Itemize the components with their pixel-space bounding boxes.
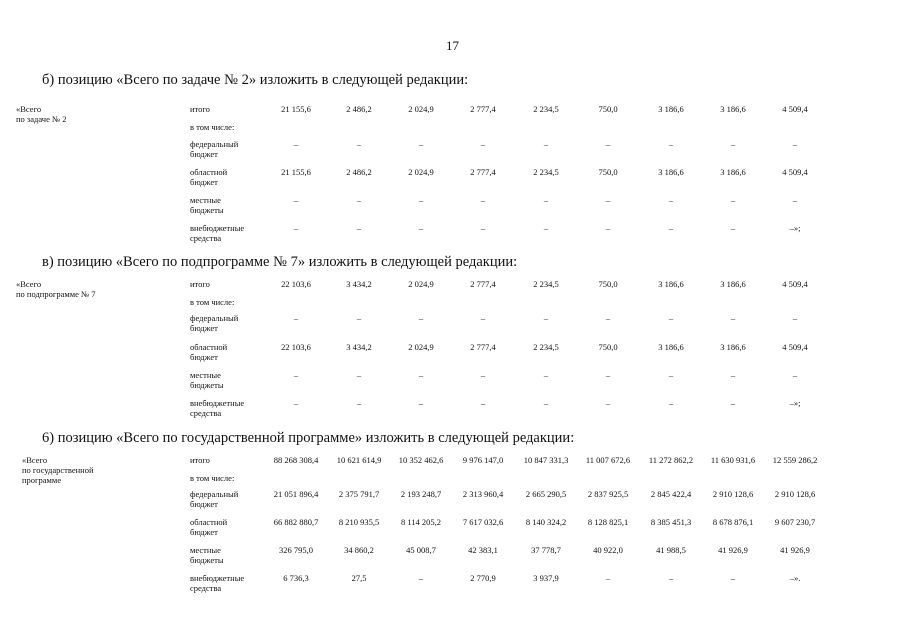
table-cell: 2 193 248,7 bbox=[400, 489, 442, 499]
position-name bbox=[16, 279, 96, 299]
table-cell: 40 922,0 bbox=[593, 545, 623, 555]
table-cell: 21 051 896,4 bbox=[273, 489, 319, 499]
section-heading: в) позицию «Всего по подпрограмме № 7» изложить в следующей редакции: bbox=[42, 254, 518, 270]
table-cell: – bbox=[356, 370, 362, 380]
table-cell: 4 509,4 bbox=[782, 279, 808, 289]
table-cell: – bbox=[418, 573, 424, 583]
table-cell: 4 509,4 bbox=[782, 167, 808, 177]
table-cell: – bbox=[792, 370, 798, 380]
row-label-line: в том числе: bbox=[190, 297, 235, 307]
row-label bbox=[190, 279, 210, 289]
section-heading: б) позицию «Всего по задаче № 2» изложить в следующей редакции: bbox=[42, 72, 469, 88]
table-cell: – bbox=[668, 370, 674, 380]
table-cell: – bbox=[730, 398, 736, 408]
table-cell: 8 210 935,5 bbox=[338, 517, 380, 527]
table-cell: – bbox=[356, 398, 362, 408]
table-cell: 2 024,9 bbox=[408, 167, 434, 177]
row-label-line: средства bbox=[190, 583, 222, 593]
table-cell: –»; bbox=[789, 223, 801, 233]
table-cell: 3 434,2 bbox=[346, 279, 372, 289]
table-cell: 66 882 880,7 bbox=[273, 517, 319, 527]
table-cell: 2 234,5 bbox=[533, 342, 559, 352]
table-cell: – bbox=[792, 195, 798, 205]
table-cell: 6 736,3 bbox=[283, 573, 309, 583]
table-cell: 41 926,9 bbox=[780, 545, 810, 555]
position-name bbox=[16, 104, 66, 124]
table-cell: – bbox=[605, 398, 611, 408]
table-cell: – bbox=[356, 313, 362, 323]
table-cell: – bbox=[543, 370, 549, 380]
row-label bbox=[190, 195, 224, 215]
table-cell: – bbox=[668, 139, 674, 149]
row-label bbox=[190, 122, 234, 132]
position-name-line: «Всего bbox=[22, 455, 48, 465]
row-label-line: федеральный bbox=[190, 489, 239, 499]
table-cell: 2 486,2 bbox=[346, 104, 372, 114]
table-cell: 2 234,5 bbox=[533, 167, 559, 177]
table-cell: 45 008,7 bbox=[406, 545, 436, 555]
table-cell: – bbox=[356, 223, 362, 233]
table-cell: –». bbox=[789, 573, 801, 583]
position-name-line: по подпрограмме № 7 bbox=[16, 289, 96, 299]
table-cell: 3 434,2 bbox=[346, 342, 372, 352]
row-label-line: бюджет bbox=[190, 499, 218, 509]
table-cell: 11 007 672,6 bbox=[585, 455, 631, 465]
row-label bbox=[190, 489, 238, 509]
row-label bbox=[190, 167, 227, 187]
row-label-line: местные bbox=[190, 370, 221, 380]
row-label bbox=[190, 517, 227, 537]
table-cell: – bbox=[418, 398, 424, 408]
row-label-line: внебюджетные bbox=[190, 573, 245, 583]
row-label-line: бюджет bbox=[190, 149, 218, 159]
table-cell: 2 024,9 bbox=[408, 342, 434, 352]
table-cell: 27,5 bbox=[351, 573, 367, 583]
table-cell: 41 926,9 bbox=[718, 545, 748, 555]
table-cell: – bbox=[730, 139, 736, 149]
table-cell: – bbox=[418, 313, 424, 323]
row-label-line: итого bbox=[190, 104, 210, 114]
table-cell: 2 024,9 bbox=[408, 279, 434, 289]
table-cell: – bbox=[668, 223, 674, 233]
table-cell: – bbox=[668, 195, 674, 205]
table-cell: – bbox=[293, 139, 299, 149]
row-label-line: внебюджетные bbox=[190, 398, 245, 408]
table-cell: 2 910 128,6 bbox=[712, 489, 754, 499]
row-label bbox=[190, 573, 244, 593]
table-cell: 41 988,5 bbox=[656, 545, 686, 555]
row-label-line: бюджет bbox=[190, 177, 218, 187]
table-cell: 2 837 925,5 bbox=[587, 489, 629, 499]
row-label-line: итого bbox=[190, 279, 210, 289]
row-label-line: в том числе: bbox=[190, 473, 235, 483]
table-cell: 3 186,6 bbox=[720, 104, 746, 114]
table-cell: – bbox=[293, 313, 299, 323]
table-cell: 12 559 286,2 bbox=[772, 455, 818, 465]
table-cell: – bbox=[543, 195, 549, 205]
row-label-line: областной bbox=[190, 342, 228, 352]
table-cell: – bbox=[543, 313, 549, 323]
table-cell: 42 383,1 bbox=[468, 545, 498, 555]
row-label-line: местные bbox=[190, 545, 221, 555]
table-cell: – bbox=[480, 195, 486, 205]
table-cell: 3 186,6 bbox=[720, 279, 746, 289]
table-cell: 2 486,2 bbox=[346, 167, 372, 177]
row-label-line: бюджет bbox=[190, 527, 218, 537]
row-label bbox=[190, 223, 244, 243]
row-label-line: бюджеты bbox=[190, 205, 224, 215]
table-cell: – bbox=[293, 370, 299, 380]
row-label-line: бюджеты bbox=[190, 555, 224, 565]
table-cell: – bbox=[730, 573, 736, 583]
row-label-line: бюджеты bbox=[190, 380, 224, 390]
row-label-line: средства bbox=[190, 233, 222, 243]
table-cell: 3 937,9 bbox=[533, 573, 559, 583]
table-cell: – bbox=[543, 398, 549, 408]
row-label-line: областной bbox=[190, 167, 228, 177]
table-cell: 8 140 324,2 bbox=[525, 517, 567, 527]
table-cell: 3 186,6 bbox=[720, 342, 746, 352]
table-cell: 750,0 bbox=[598, 342, 618, 352]
row-label bbox=[190, 455, 210, 465]
row-label bbox=[190, 342, 227, 362]
table-cell: 2 313 960,4 bbox=[462, 489, 504, 499]
table-cell: 3 186,6 bbox=[720, 167, 746, 177]
table-cell: – bbox=[356, 195, 362, 205]
table-cell: – bbox=[543, 223, 549, 233]
position-name-line: «Всего bbox=[16, 279, 42, 289]
table-cell: 10 352 462,6 bbox=[398, 455, 444, 465]
row-label-line: средства bbox=[190, 408, 222, 418]
table-cell: – bbox=[605, 313, 611, 323]
table-cell: 3 186,6 bbox=[658, 167, 684, 177]
table-cell: – bbox=[356, 139, 362, 149]
table-cell: 2 665 290,5 bbox=[525, 489, 567, 499]
table-cell: 9 607 230,7 bbox=[774, 517, 816, 527]
row-label bbox=[190, 545, 224, 565]
table-cell: 4 509,4 bbox=[782, 104, 808, 114]
row-label-line: местные bbox=[190, 195, 221, 205]
row-label-line: внебюджетные bbox=[190, 223, 245, 233]
table-cell: – bbox=[418, 370, 424, 380]
table-cell: 2 777,4 bbox=[470, 342, 496, 352]
row-label bbox=[190, 104, 210, 114]
table-cell: 11 272 862,2 bbox=[648, 455, 694, 465]
table-cell: – bbox=[730, 370, 736, 380]
table-cell: 88 268 308,4 bbox=[273, 455, 319, 465]
table-cell: – bbox=[293, 223, 299, 233]
position-name-line: «Всего bbox=[16, 104, 42, 114]
table-cell: – bbox=[730, 195, 736, 205]
table-cell: 8 385 451,3 bbox=[650, 517, 692, 527]
table-cell: 10 621 614,9 bbox=[336, 455, 382, 465]
table-cell: – bbox=[792, 313, 798, 323]
table-cell: – bbox=[605, 370, 611, 380]
table-cell: 750,0 bbox=[598, 279, 618, 289]
table-cell: – bbox=[792, 139, 798, 149]
table-cell: – bbox=[293, 398, 299, 408]
page-number: 17 bbox=[446, 38, 459, 53]
section-heading: 6) позицию «Всего по государственной программе» изложить в следующей редакции: bbox=[42, 430, 575, 446]
row-label bbox=[190, 370, 224, 390]
table-cell: 4 509,4 bbox=[782, 342, 808, 352]
table-cell: 22 103,6 bbox=[281, 279, 311, 289]
table-cell: 22 103,6 bbox=[281, 342, 311, 352]
table-cell: – bbox=[480, 223, 486, 233]
table-cell: 2 845 422,4 bbox=[650, 489, 692, 499]
position-name-line: по задаче № 2 bbox=[16, 114, 67, 124]
table-cell: 11 630 931,6 bbox=[710, 455, 756, 465]
position-name-line: по государственной bbox=[22, 465, 94, 475]
table-cell: 2 910 128,6 bbox=[774, 489, 816, 499]
table-cell: – bbox=[293, 195, 299, 205]
table-cell: 34 860,2 bbox=[344, 545, 374, 555]
row-label-line: федеральный bbox=[190, 139, 239, 149]
table-cell: – bbox=[730, 223, 736, 233]
table-cell: – bbox=[605, 573, 611, 583]
table-cell: 3 186,6 bbox=[658, 342, 684, 352]
table-cell: 7 617 032,6 bbox=[462, 517, 504, 527]
table-cell: – bbox=[480, 139, 486, 149]
table-cell: – bbox=[418, 139, 424, 149]
table-cell: 2 777,4 bbox=[470, 279, 496, 289]
row-label-line: бюджет bbox=[190, 323, 218, 333]
table-cell: 21 155,6 bbox=[281, 104, 311, 114]
table-cell: 3 186,6 bbox=[658, 104, 684, 114]
table-cell: – bbox=[605, 223, 611, 233]
table-cell: – bbox=[668, 313, 674, 323]
row-label bbox=[190, 313, 238, 333]
row-label bbox=[190, 297, 234, 307]
table-cell: – bbox=[730, 313, 736, 323]
table-cell: 21 155,6 bbox=[281, 167, 311, 177]
row-label bbox=[190, 139, 238, 159]
table-cell: – bbox=[668, 398, 674, 408]
row-label-line: в том числе: bbox=[190, 122, 235, 132]
table-cell: – bbox=[480, 313, 486, 323]
table-cell: – bbox=[605, 139, 611, 149]
row-label-line: областной bbox=[190, 517, 228, 527]
row-label-line: итого bbox=[190, 455, 210, 465]
table-cell: 2 234,5 bbox=[533, 104, 559, 114]
table-cell: 750,0 bbox=[598, 167, 618, 177]
row-label-line: бюджет bbox=[190, 352, 218, 362]
table-cell: –»; bbox=[789, 398, 801, 408]
table-cell: – bbox=[543, 139, 549, 149]
table-cell: 8 678 876,1 bbox=[712, 517, 754, 527]
table-cell: 750,0 bbox=[598, 104, 618, 114]
table-cell: 326 795,0 bbox=[279, 545, 313, 555]
table-cell: 2 024,9 bbox=[408, 104, 434, 114]
table-cell: 10 847 331,3 bbox=[523, 455, 569, 465]
table-cell: – bbox=[480, 370, 486, 380]
table-cell: 3 186,6 bbox=[658, 279, 684, 289]
table-cell: – bbox=[480, 398, 486, 408]
table-cell: 2 234,5 bbox=[533, 279, 559, 289]
table-cell: 8 114 205,2 bbox=[400, 517, 442, 527]
table-cell: – bbox=[668, 573, 674, 583]
table-cell: 9 976 147,0 bbox=[462, 455, 504, 465]
table-cell: 37 778,7 bbox=[531, 545, 561, 555]
table-cell: – bbox=[418, 223, 424, 233]
table-cell: – bbox=[605, 195, 611, 205]
row-label bbox=[190, 398, 244, 418]
table-cell: 2 777,4 bbox=[470, 104, 496, 114]
position-name-line: программе bbox=[22, 475, 62, 485]
row-label-line: федеральный bbox=[190, 313, 239, 323]
position-name bbox=[22, 455, 94, 485]
table-cell: 2 770,9 bbox=[470, 573, 496, 583]
table-cell: 2 777,4 bbox=[470, 167, 496, 177]
table-cell: 2 375 791,7 bbox=[338, 489, 380, 499]
table-cell: 8 128 825,1 bbox=[587, 517, 629, 527]
table-cell: – bbox=[418, 195, 424, 205]
row-label bbox=[190, 473, 234, 483]
